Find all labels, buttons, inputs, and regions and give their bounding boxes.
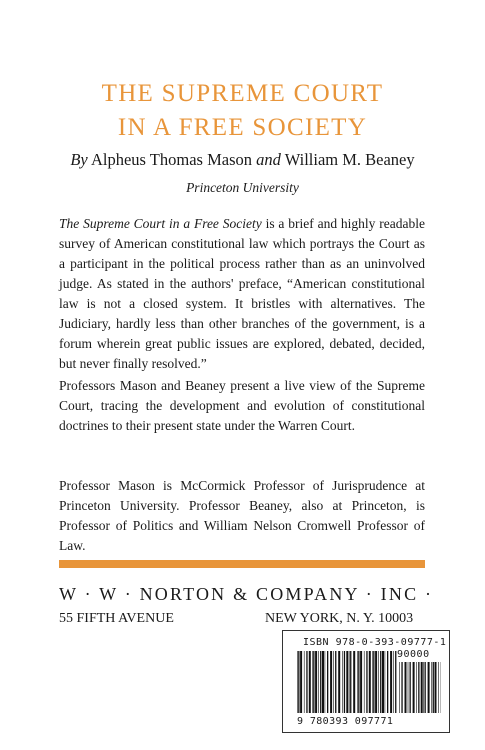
barcode-bar [433, 662, 434, 713]
barcode-bar [395, 651, 396, 713]
barcode-box [282, 630, 450, 733]
barcode-bar [338, 651, 340, 713]
title-line-2: IN A FREE SOCIETY [117, 114, 368, 141]
isbn-label: ISBN 978-0-393-09777-1 [303, 637, 447, 648]
barcode-bar [349, 651, 350, 713]
description-p1-text: is a brief and highly readable survey of American constitutional law which portrays the Court as a participant in the political process rather than as an uninvolved judge. As stated in the authors' preface, “American constitutional law is not a closed system. It bristles with alternatives. The Judiciary, hardly less than other branches of the government, is a forum wherein great public issues are explored, debated, decided, but never finally resolved.” [59, 216, 425, 371]
barcode-bar [410, 662, 411, 713]
publisher-name: W · W · NORTON & COMPANY · INC · [59, 584, 434, 604]
barcode-bar [346, 651, 348, 713]
barcode-bar [297, 651, 298, 713]
barcode-bar [413, 662, 415, 713]
barcode-bar [385, 651, 386, 713]
title-line-1: THE SUPREME COURT [101, 80, 384, 107]
barcode-bar [405, 662, 407, 713]
barcode-bar [342, 651, 343, 713]
affiliation: Princeton University [186, 180, 299, 195]
barcode-bar [327, 651, 328, 713]
barcode-bar [298, 651, 299, 713]
orange-divider-rule [59, 560, 425, 568]
barcode-bar [425, 662, 426, 713]
barcode-bar [313, 651, 314, 713]
barcode-bar [325, 651, 326, 713]
barcode-bar [421, 662, 423, 713]
barcode-bar [380, 651, 381, 713]
price-addon-code: 90000 [397, 649, 430, 660]
publisher-address: 55 FIFTH AVENUE [59, 611, 174, 626]
barcode-bar [300, 651, 302, 713]
barcode-bar [428, 662, 430, 713]
barcode-bar [418, 662, 419, 713]
barcode-bar [435, 662, 437, 713]
barcode-bar [416, 662, 417, 713]
barcode-bar [366, 651, 367, 713]
barcode-bar [438, 662, 439, 713]
barcode-bar [372, 651, 373, 713]
description-paragraph-2: Professors Mason and Beaney present a live view of the Supreme Court, tracing the development and evolution of constitutional doctrines to their present state under the Warren Court. [59, 378, 425, 433]
barcode-bar [312, 651, 313, 713]
barcode-bar [353, 651, 355, 713]
barcode-bar [330, 651, 332, 713]
barcode-bar [335, 651, 336, 713]
barcode-bar [344, 651, 345, 713]
barcode-bar [357, 651, 358, 713]
barcode-bar [315, 651, 317, 713]
barcode-icon [297, 651, 397, 713]
barcode-bar [382, 651, 384, 713]
author-2: William M. Beaney [284, 150, 415, 169]
barcode-bar [306, 651, 307, 713]
barcode-bar [358, 651, 359, 713]
barcode-bar [401, 662, 402, 713]
book-title-italic: The Supreme Court in a Free Society [59, 216, 262, 231]
barcode-bar [318, 651, 319, 713]
author-1: Alpheus Thomas Mason [90, 150, 252, 169]
barcode-bar [350, 651, 351, 713]
barcode-bar [390, 651, 392, 713]
barcode-bar [387, 651, 388, 713]
byline-by: By [70, 150, 88, 169]
barcode-bar [431, 662, 432, 713]
barcode-bar [423, 662, 424, 713]
barcode-bar [393, 651, 394, 713]
publisher-city: NEW YORK, N. Y. 10003 [265, 611, 414, 626]
barcode-bar [399, 662, 400, 713]
barcode-bar [378, 651, 379, 713]
byline-and: and [256, 150, 281, 169]
barcode-bar [375, 651, 377, 713]
barcode-bar [408, 662, 409, 713]
barcode-bar [333, 651, 334, 713]
description-paragraph-1 [59, 214, 425, 374]
barcode-bar [373, 651, 374, 713]
barcode-bar [320, 651, 321, 713]
barcode-bar [369, 651, 371, 713]
addon-barcode-icon [399, 662, 441, 713]
byline [0, 150, 485, 170]
barcode-bar [322, 651, 324, 713]
barcode-bar [364, 651, 365, 713]
barcode-bar [309, 651, 311, 713]
ean-number: 9 780393 097771 [297, 716, 394, 727]
barcode-bar [304, 651, 305, 713]
description-paragraph-3: Professor Mason is McCormick Professor of Jurisprudence at Princeton University. Professor Beaney, also at Princeton, is Professor of Politics and William Nelson Cromwell Professor of Law. [59, 478, 425, 553]
barcode-bar [360, 651, 362, 713]
